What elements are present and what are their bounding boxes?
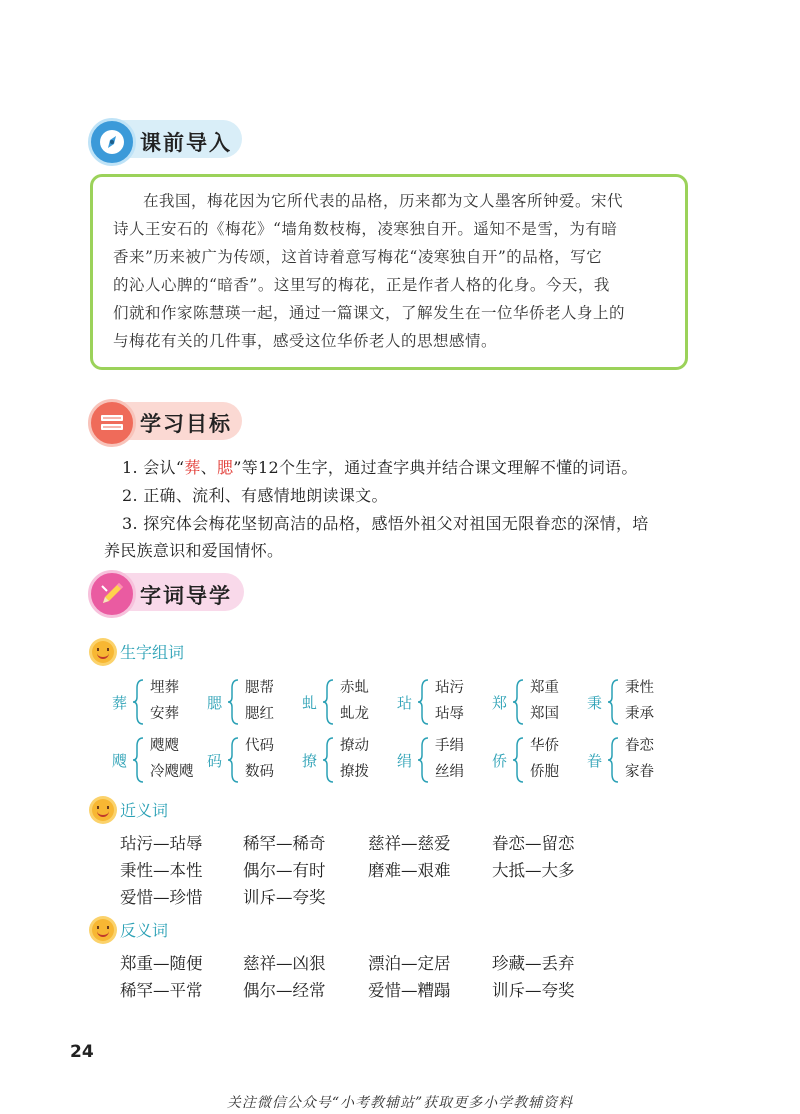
char-group-word: 代码 — [245, 738, 274, 754]
char-group-word: 丝绢 — [435, 764, 464, 780]
goal-1-post: ”等12个生字，通过查字典并结合课文理解不懂的词语。 — [233, 458, 638, 477]
intro-line: 香来”历来被广为传颂，这首诗着意写梅花“凌寒独自开”的品格，写它 — [113, 248, 603, 266]
goal-1-sep: 、 — [200, 458, 217, 477]
vocab-title: 字词导学 — [140, 584, 232, 608]
fanyi-pair: 爱惜—糟蹋 — [368, 981, 451, 1000]
brace-icon — [512, 736, 524, 784]
char-group-word: 飕飕 — [150, 738, 179, 754]
char-group — [397, 734, 508, 788]
sun-icon — [92, 641, 114, 663]
fanyi-pair: 郑重—随便 — [120, 954, 203, 973]
goal-1 — [122, 455, 638, 478]
char-group-word: 侨胞 — [530, 764, 559, 780]
brace-icon — [607, 678, 619, 726]
jinyi-pair: 稀罕—稀奇 — [243, 834, 326, 853]
goal-2: 2. 正确、流利、有感情地朗读课文。 — [122, 486, 388, 505]
goal-1-pre: 1. 会认“ — [122, 458, 185, 477]
intro-line: 诗人王安石的《梅花》“墙角数枝梅，凌寒独自开。遥知不是雪，为有暗 — [113, 220, 618, 238]
shengzi-title: 生字组词 — [120, 643, 185, 662]
goal-3b: 养民族意识和爱国情怀。 — [104, 541, 284, 560]
char-group-word: 虬龙 — [340, 706, 369, 722]
brace-icon — [607, 736, 619, 784]
intro-line: 的沁人心脾的“暗香”。这里写的梅花，正是作者人格的化身。今天，我 — [113, 276, 610, 294]
jinyi-pair: 大抵—大多 — [492, 861, 575, 880]
char-group-word: 数码 — [245, 764, 274, 780]
char-group — [397, 676, 508, 730]
intro-box — [90, 174, 688, 370]
jinyi-pair: 爱惜—珍惜 — [120, 888, 203, 907]
fanyi-pair: 偶尔—经常 — [243, 981, 326, 1000]
char-group-char: 腮 — [207, 694, 223, 712]
char-group-word: 眷恋 — [625, 738, 654, 754]
char-group-char: 葬 — [112, 694, 128, 712]
fanyi-pair: 慈祥—凶狠 — [243, 954, 326, 973]
jinyi-title: 近义词 — [120, 801, 169, 820]
jinyi-pair: 偶尔—有时 — [243, 861, 326, 880]
compass-icon — [88, 118, 136, 166]
char-group-word: 冷飕飕 — [150, 764, 194, 780]
char-group — [207, 734, 318, 788]
char-group — [112, 676, 223, 730]
jinyi-pair: 磨难—艰难 — [368, 861, 451, 880]
char-group-word: 安葬 — [150, 706, 179, 722]
jinyi-pair: 眷恋—留恋 — [492, 834, 575, 853]
goal-3a: 3. 探究体会梅花坚韧高洁的品格，感悟外祖父对祖国无限眷恋的深情，培 — [122, 514, 649, 533]
char-group-word: 郑重 — [530, 680, 559, 696]
char-group — [302, 734, 413, 788]
char-group-word: 华侨 — [530, 738, 559, 754]
char-group — [302, 676, 413, 730]
brace-icon — [417, 678, 429, 726]
char-group-word: 手绢 — [435, 738, 464, 754]
char-group — [207, 676, 318, 730]
char-group-word: 家眷 — [625, 764, 654, 780]
char-group-word: 秉性 — [625, 680, 654, 696]
fanyi-pair: 训斥—夸奖 — [492, 981, 575, 1000]
shengzi-header — [92, 640, 184, 663]
char-group-char: 秉 — [587, 694, 603, 712]
goal-1-char-1: 葬 — [184, 458, 201, 477]
fanyi-pair: 珍藏—丢弃 — [492, 954, 575, 973]
brace-icon — [322, 678, 334, 726]
char-group — [492, 676, 603, 730]
jinyi-header — [92, 798, 168, 821]
jinyi-pair: 玷污—玷辱 — [120, 834, 203, 853]
intro-line: 在我国，梅花因为它所代表的品格，历来都为文人墨客所钟爱。宋代 — [143, 192, 624, 210]
brace-icon — [132, 736, 144, 784]
fanyi-pair: 稀罕—平常 — [120, 981, 203, 1000]
char-group — [587, 676, 695, 730]
char-group-char: 侨 — [492, 752, 508, 770]
char-group-word: 腮帮 — [245, 680, 274, 696]
char-group-char: 玷 — [397, 694, 413, 712]
book-icon — [88, 399, 136, 447]
intro-title: 课前导入 — [140, 131, 232, 155]
fanyi-header — [92, 918, 168, 941]
char-group-char: 码 — [207, 752, 223, 770]
brace-icon — [322, 736, 334, 784]
brace-icon — [227, 736, 239, 784]
char-group-char: 绢 — [397, 752, 413, 770]
goals-title: 学习目标 — [140, 412, 232, 436]
char-group-word: 玷辱 — [435, 706, 464, 722]
jinyi-pair: 训斥—夸奖 — [243, 888, 326, 907]
brace-icon — [512, 678, 524, 726]
footer-note: 关注微信公众号“小考教辅站”获取更多小学教辅资料 — [226, 1095, 574, 1111]
fanyi-title: 反义词 — [120, 921, 169, 940]
char-group-char: 撩 — [302, 752, 318, 770]
char-group-word: 玷污 — [435, 680, 464, 696]
sun-icon — [92, 919, 114, 941]
char-group-char: 虬 — [302, 694, 318, 712]
char-group — [587, 734, 695, 788]
pencil-icon — [88, 570, 136, 618]
brace-icon — [417, 736, 429, 784]
intro-line: 与梅花有关的几件事，感受这位华侨老人的思想感情。 — [113, 332, 498, 350]
char-group-char: 飕 — [112, 752, 128, 770]
char-group-char: 郑 — [492, 694, 508, 712]
goal-1-char-2: 腮 — [216, 458, 234, 477]
char-group-word: 撩动 — [340, 738, 369, 754]
char-group-word: 赤虬 — [340, 680, 369, 696]
char-group-word: 腮红 — [245, 706, 274, 722]
intro-line: 们就和作家陈慧瑛一起，通过一篇课文，了解发生在一位华侨老人身上的 — [113, 304, 626, 322]
sun-icon — [92, 799, 114, 821]
char-group — [112, 734, 223, 788]
char-group-word: 埋葬 — [150, 680, 179, 696]
jinyi-pair: 慈祥—慈爱 — [368, 834, 451, 853]
char-group-word: 撩拨 — [340, 764, 369, 780]
char-group — [492, 734, 603, 788]
brace-icon — [227, 678, 239, 726]
brace-icon — [132, 678, 144, 726]
char-group-word: 秉承 — [625, 706, 654, 722]
char-group-char: 眷 — [587, 752, 603, 770]
jinyi-pair: 秉性—本性 — [120, 861, 203, 880]
fanyi-pair: 漂泊—定居 — [368, 954, 451, 973]
char-group-word: 郑国 — [530, 706, 559, 722]
page-number: 24 — [70, 1042, 94, 1062]
